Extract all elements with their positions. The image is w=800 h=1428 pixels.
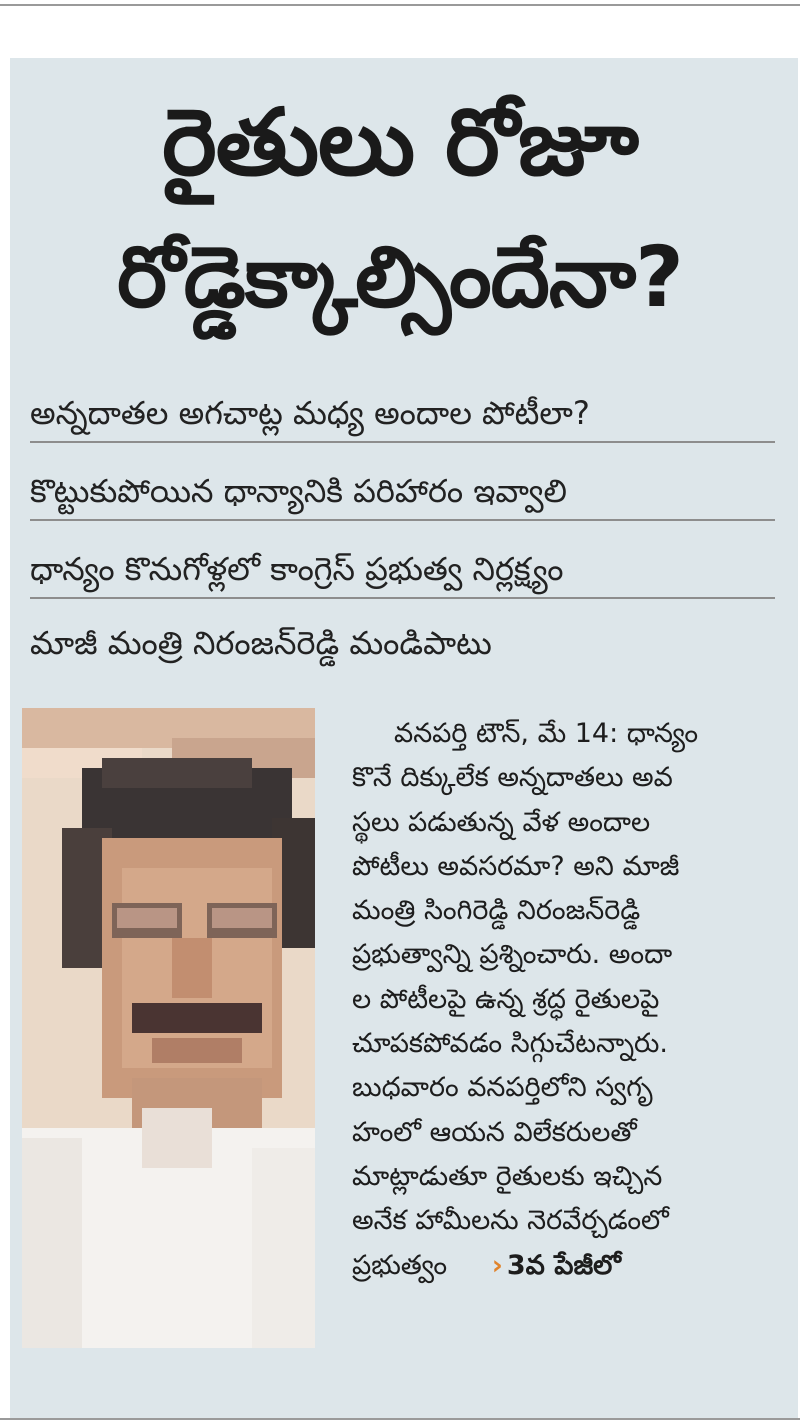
body-line: అనేక హామీలను నెరవేర్చడంలో <box>352 1205 669 1237</box>
continued-on-page-link[interactable] <box>492 1250 621 1281</box>
body-line: స్థలు పడుతున్న వేళ అందాల <box>352 806 651 838</box>
deck-line-4: మాజీ మంత్రి నిరంజన్‌రెడ్డి మండిపాటు <box>30 624 492 662</box>
bottom-divider <box>0 1418 800 1420</box>
body-line: ల పోటీలపై ఉన్న శ్రద్ధ రైతులపై <box>352 983 660 1015</box>
headline-line-1: రైతులు రోజూ <box>162 89 638 196</box>
pixelated-portrait-image <box>22 708 315 1348</box>
deck-line-1: అన్నదాతల అగచాట్ల మధ్య అందాల పోటీలా? <box>30 385 775 443</box>
headline-line-2: రోడ్డెక్కాల్సిందేనా? <box>117 228 683 326</box>
body-line-last <box>352 1244 762 1288</box>
chevron-right-icon: › <box>491 1249 503 1281</box>
body-line: హంలో ఆయన విలేకరులతో <box>352 1116 637 1148</box>
body-line-last-text: ప్రభుత్వం <box>352 1249 448 1281</box>
body-line: చూపకపోవడం సిగ్గుచేటన్నారు. <box>352 1028 668 1060</box>
deck-line-3: ధాన్యం కొనుగోళ్లలో కాంగ్రెస్ ప్రభుత్వ నిర్లక్ష్యం <box>30 541 775 599</box>
body-line: కొనే దిక్కులేక అన్నదాతలు అవ <box>352 762 673 794</box>
body-line: మాట్లాడుతూ రైతులకు ఇచ్చిన <box>352 1160 663 1192</box>
top-divider <box>0 4 800 6</box>
body-line: బుధవారం వనపర్తిలోని స్వగృ <box>352 1072 653 1104</box>
body-line: వనపర్తి టౌన్, మే 14: ధాన్యం <box>394 718 699 749</box>
article-body <box>352 712 762 1288</box>
continued-on-page-label: 3వ పేజీలో <box>506 1249 621 1281</box>
deck-line-2: కొట్టుకుపోయిన ధాన్యానికి పరిహారం ఇవ్వాలి <box>30 463 775 521</box>
body-line: మంత్రి సింగిరెడ్డి నిరంజన్‌రెడ్డి <box>352 895 641 927</box>
body-line: ప్రభుత్వాన్ని ప్రశ్నించారు. అందా <box>352 939 673 971</box>
body-line: పోటీలు అవసరమా? అని మాజీ <box>352 850 680 882</box>
portrait-photo <box>22 708 315 1348</box>
